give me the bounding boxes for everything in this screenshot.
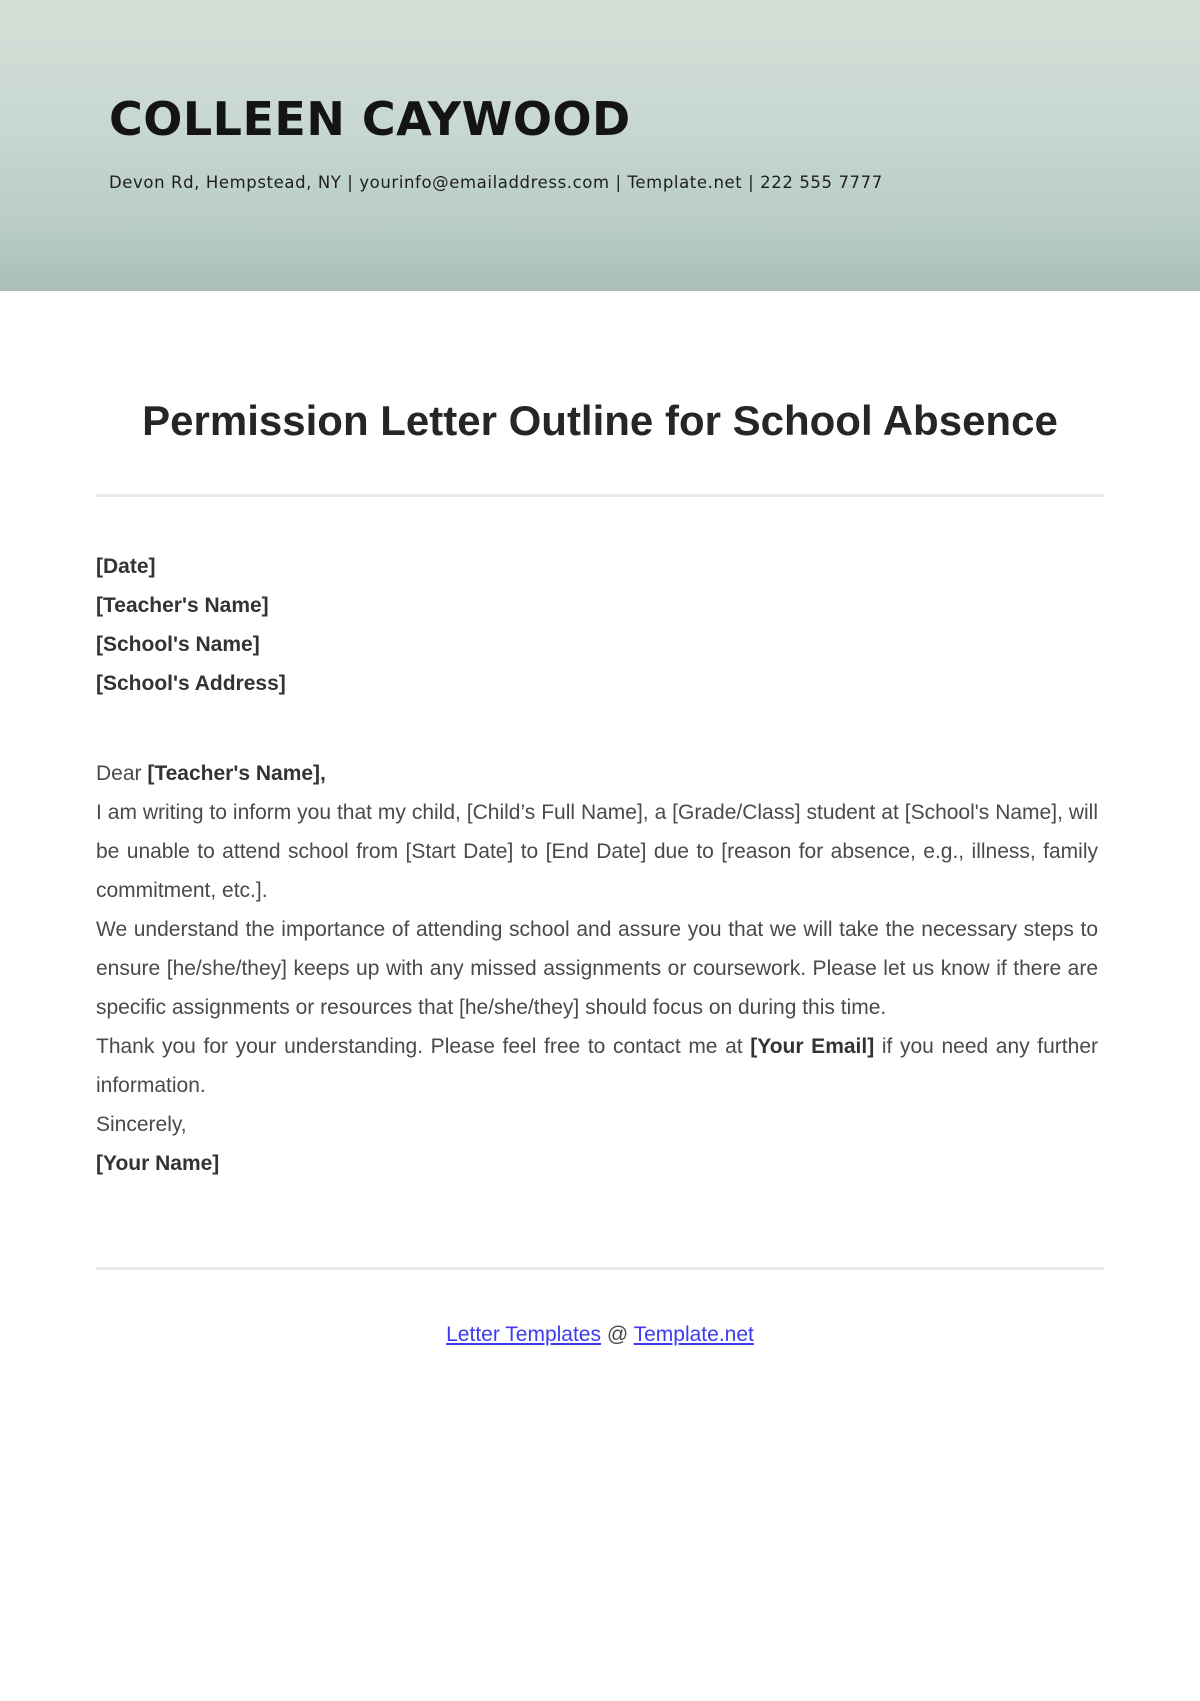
- salutation: [96, 754, 1098, 793]
- school-name-placeholder: [School's Name]: [96, 633, 260, 656]
- thanks-text-end: if you need any further information.: [96, 1035, 1098, 1097]
- salutation-name: [Teacher's Name],: [147, 762, 326, 785]
- sender-name: COLLEEN CAYWOOD: [109, 92, 631, 146]
- paragraph-thanks: [96, 1027, 1098, 1105]
- document-title: Permission Letter Outline for School Absence: [142, 397, 1058, 444]
- footer-separator: @: [601, 1323, 634, 1346]
- header-band: [0, 0, 1200, 291]
- spacer: [96, 703, 1098, 754]
- paragraph-coursework: We understand the importance of attending school and assure you that we will take the necessary steps to ensure [he/she/they] keeps up with any missed assignments or coursework. Please let us know if there are specific assignments or resources that [he/she/they] should focus on during this time.: [96, 918, 1098, 1019]
- template-net-link[interactable]: Template.net: [633, 1323, 754, 1346]
- signature-placeholder: [Your Name]: [96, 1152, 220, 1175]
- paragraph-absence-notice: I am writing to inform you that my child, [Child’s Full Name], a [Grade/Class] student at [School's Name], will be unable to attend school from [Start Date] to [End Date] due to [reason for absence, e.g., illness, family commitment, etc.].: [96, 801, 1098, 902]
- thanks-text: Thank you for your understanding. Please feel free to contact me at: [96, 1035, 751, 1058]
- letter-templates-link[interactable]: Letter Templates: [446, 1323, 601, 1346]
- sender-contact-info: Devon Rd, Hempstead, NY | yourinfo@emailaddress.com | Template.net | 222 555 7777: [109, 173, 883, 192]
- date-placeholder: [Date]: [96, 555, 156, 578]
- bottom-divider: [96, 1267, 1104, 1270]
- school-address-placeholder: [School's Address]: [96, 672, 286, 695]
- top-divider: [96, 494, 1104, 497]
- email-placeholder: [Your Email]: [750, 1035, 875, 1058]
- salutation-prefix: Dear: [96, 762, 148, 785]
- teacher-name-placeholder: [Teacher's Name]: [96, 594, 269, 617]
- closing: Sincerely,: [96, 1113, 187, 1136]
- footer: [0, 1323, 1200, 1347]
- letter-body: [96, 547, 1098, 1183]
